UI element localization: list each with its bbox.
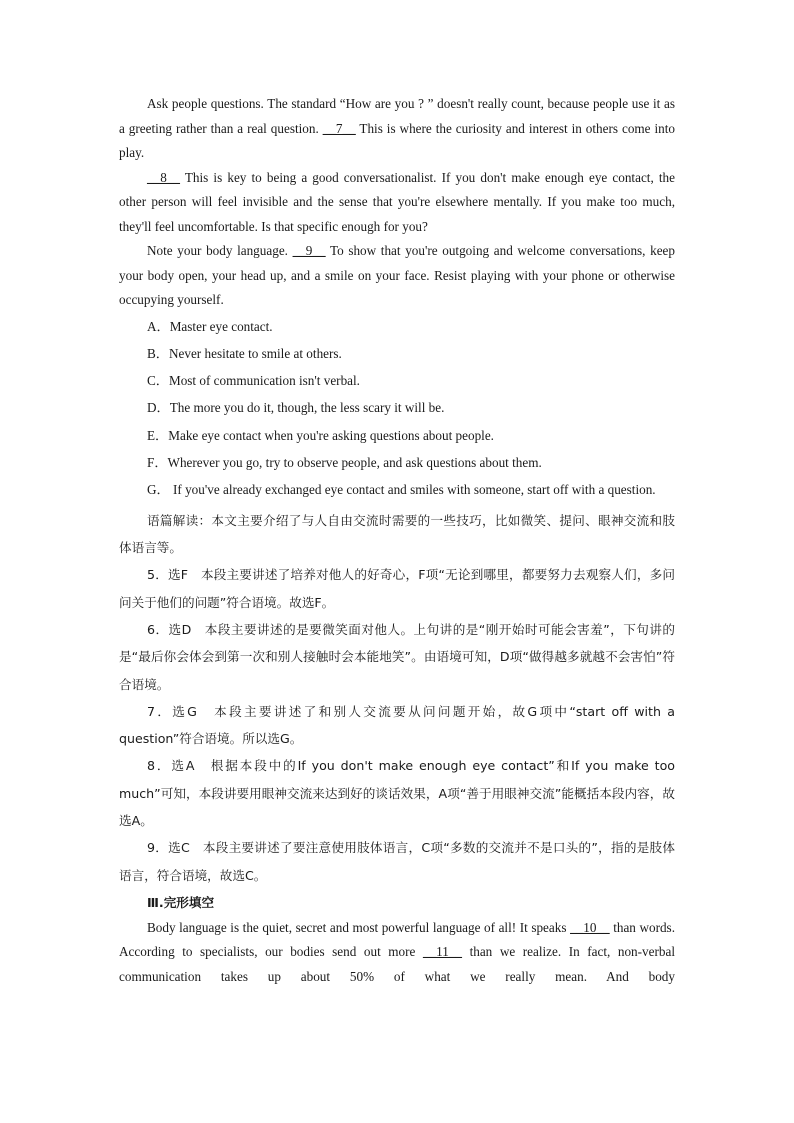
option-a: A．Master eye contact. [147, 318, 273, 334]
explanation-summary: 语篇解读：本文主要介绍了与人自由交流时需要的一些技巧，比如微笑、提问、眼神交流和肢体语言等。 [119, 512, 675, 556]
blank-11: __11__ [422, 944, 463, 960]
answer-7: 7．选G 本段主要讲述了和别人交流要从问问题开始，故G项中“start off with a question”符合语境。所以选G。 [119, 703, 675, 747]
cloze-passage: Body language is the quiet, secret and most powerful language of all! It speaks __10__ than words. According to specialists, our bodies send out more __11__ than we realize. In fact, non-verbal communication takes up about 50% of what we really mean. And body [119, 919, 675, 984]
blank-10: __10__ [570, 919, 610, 935]
answer-6: 6．选D 本段主要讲述的是要微笑面对他人。上句讲的是“刚开始时可能会害羞”，下句讲的是“最后你会体会到第一次和别人接触时会本能地笑”。由语境可知，D项“做得越多就越不会害怕”符合语境。 [119, 621, 675, 692]
passage-paragraph-1: Ask people questions. The standard “How are you ? ” doesn't really count, because people use it as a greeting rather than a real question. __7__ This is where the curiosity and interest in others come into play. [119, 96, 675, 160]
option-c: C．Most of communication isn't verbal. [147, 373, 360, 389]
blank-7: __7__ [322, 120, 356, 136]
answer-9: 9．选C 本段主要讲述了要注意使用肢体语言，C项“多数的交流并不是口头的”，指的是肢体语言，符合语境，故选C。 [119, 840, 675, 883]
option-g: G． If you've already exchanged eye contact and smiles with someone, start off with a question. [147, 482, 656, 498]
section-heading-cloze: Ⅲ.完形填空 [147, 894, 215, 910]
passage-paragraph-2: __8__ This is key to being a good conversationalist. If you don't make enough eye contact, the other person will feel invisible and the sense that you're elsewhere mentally. If you make too much, they'll feel uncomfortable. Is that specific enough for you? [119, 169, 675, 234]
answer-5: 5．选F 本段主要讲述了培养对他人的好奇心，F项“无论到哪里，都要努力去观察人们，多问问关于他们的问题”符合语境。故选F。 [119, 567, 675, 610]
option-e: E．Make eye contact when you're asking questions about people. [147, 427, 494, 443]
option-d: D．The more you do it, though, the less scary it will be. [147, 400, 445, 416]
passage-paragraph-3: Note your body language. __9__ To show that you're outgoing and welcome conversations, keep your body open, your head up, and a smile on your face. Resist playing with your phone or otherwise occupying yourself. [119, 243, 675, 307]
blank-9: __9__ [292, 243, 326, 258]
option-f: F．Wherever you go, try to observe people, and ask questions about them. [147, 454, 542, 470]
blank-8: __8__ [147, 169, 180, 185]
answer-8: 8．选A 根据本段中的If you don't make enough eye contact”和If you make too much”可知，本段讲要用眼神交流来达到好的谈话效果，A项“善于用眼神交流”能概括本段内容，故选A。 [119, 758, 675, 829]
document-page [119, 92, 675, 989]
option-b: B．Never hesitate to smile at others. [147, 345, 342, 361]
